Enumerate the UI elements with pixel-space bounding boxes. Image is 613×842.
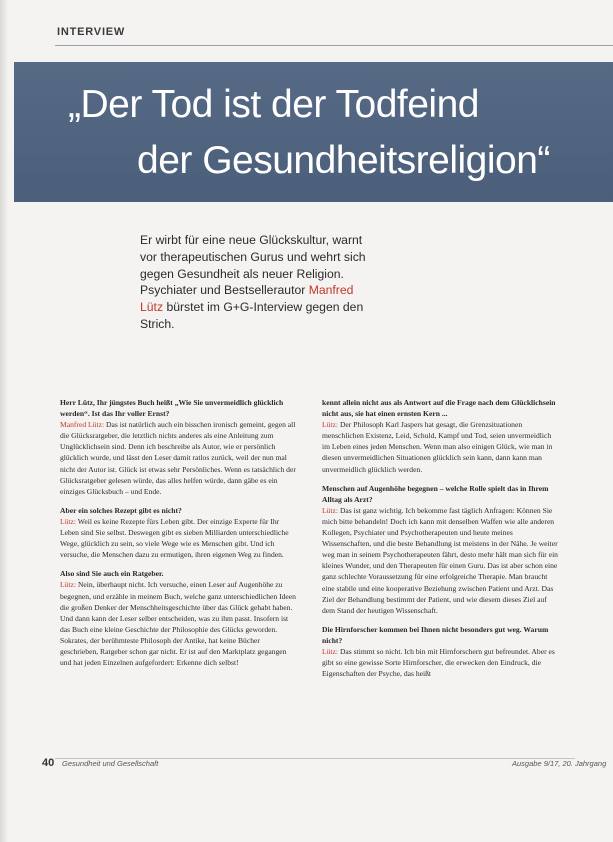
answer-text: Der Philosoph Karl Jaspers hat gesagt, die Grenzsituationen menschlichen Existenz, Leid, Schuld, Kampf und Tod, seien unvermeidlich im Leben eines jeden Menschen. Wenn man also einigen Glück, wie man in diesen unvermeidlichen Situationen glücklich sein kann, dann kann man unvermeidlich glücklich werden. xyxy=(322,420,553,474)
interview-question: kennt allein nicht aus als Antwort auf die Frage nach dem Glücklichsein nicht aus, sie hat einen ernsten Kern ... xyxy=(322,398,556,419)
page-number: 40 xyxy=(42,757,55,769)
footer-issue: Ausgabe 9/17, 20. Jahrgang xyxy=(512,759,607,768)
interview-question: Die Hirnforscher kommen bei Ihnen nicht besonders gut weg. Warum nicht? xyxy=(322,624,549,645)
answer-text: Weil es keine Rezepte fürs Leben gibt. Der einzige Experte für Ihr Leben sind Sie selbst. Deswegen gibt es sieben Milliarden unterschiedliche Wege, glücklich zu sein, so viele Wege wie es Menschen gibt. Und ich versuche, die Menschen dazu zu ermutigen, ihren eigenen Weg zu finden. xyxy=(60,516,289,560)
speaker-name: Lütz: xyxy=(60,516,77,526)
footer-section-name: Gesundheit und Gesellschaft xyxy=(62,759,159,768)
qa-block xyxy=(60,568,296,668)
article-column-left xyxy=(60,397,296,676)
interview-answer xyxy=(322,646,558,679)
answer-text: Das ist natürlich auch ein bisschen ironisch gemeint, gegen all die Glücksratgeber, die letztlich nichts anderes als eine Anleitung zum Unglücklichsein sind. Denn ich beschreibe als Autor, wie er persönlich glücklich wurde, und lässt den Leser damit ratlos zurück, weil der nun mal nicht der Autor ist. Glück ist etwas sehr Persönliches. Wenn es tatsächlich der Glücksratgeber gelesen würde, das alles helfen würde, dann gäbe es ein einziges Glücksbuch – und Ende. xyxy=(60,420,296,496)
interview-answer xyxy=(60,579,296,668)
section-label: INTERVIEW xyxy=(57,26,126,38)
interview-question: Also sind Sie auch ein Ratgeber. xyxy=(60,569,164,579)
intro-teaser xyxy=(140,232,370,333)
interview-answer xyxy=(60,516,296,560)
qa-block xyxy=(60,397,296,497)
interview-answer xyxy=(322,505,558,616)
intro-text: Er wirbt für eine neue Glückskultur, warnt vor therapeutischen Gurus und wehrt sich gegen Gesundheit als neuer Religion. Psychiater und Bestsellerautor xyxy=(140,233,366,298)
page-edge-shadow xyxy=(0,0,8,842)
speaker-name: Lütz: xyxy=(322,646,339,656)
qa-block xyxy=(322,397,558,475)
speaker-name: Lütz: xyxy=(322,505,339,515)
interview-question: Aber ein solches Rezept gibt es nicht? xyxy=(60,505,182,515)
intro-text-end: bürstet im G+G-Interview gegen den Strich. xyxy=(140,300,364,331)
answer-text: Das stimmt so nicht. Ich bin mit Hirnforschern gut befreundet. Aber es gibt so eine gewisse Sorte Hirnforscher, die erwecken den Eindruck, die Eigenschaften der Psyche, das heißt xyxy=(322,646,555,679)
qa-block xyxy=(60,505,296,560)
interview-answer xyxy=(322,419,558,474)
answer-text: Nein, überhaupt nicht. Ich versuche, einen Leser auf Augenhöhe zu begegnen, und erzähle in meinem Buch, welche ganz unterschiedlichen Ideen die großen Denker der Menschheitsgeschichte über das Glück gehabt haben. Und dann kann der Leser selber entscheiden, was zu ihm passt. Insofern ist das Buch eine kleine Geschichte der Philosophie des Glücks geworden. Sokrates, der berühmteste Philosoph der Antike, hat keine Bücher geschrieben, Ratgeber schon gar nicht. Er ist auf den Marktplatz gegangen und hat jeden Einzelnen aufgefordert: Erkenne dich selbst! xyxy=(60,580,296,668)
interview-question: Herr Lütz, Ihr jüngstes Buch heißt „Wie Sie unvermeidlich glücklich werden“. Ist das Ihr voller Ernst? xyxy=(60,398,284,419)
speaker-name: Lütz: xyxy=(60,580,77,590)
speaker-name: Lütz: xyxy=(322,420,339,430)
headline-line-1: „Der Tod ist der Todfeind xyxy=(68,83,479,126)
interview-question: Menschen auf Augenhöhe begegnen – welche Rolle spielt das in Ihrem Alltag als Arzt? xyxy=(322,483,549,504)
interview-answer xyxy=(60,419,296,497)
intro-name-highlight: Manfred Lütz xyxy=(140,283,354,315)
answer-text: Das ist ganz wichtig. Ich bekomme fast täglich Anfragen: Können Sie mich bitte behandeln! Doch ich kann mit denselben Waffen wie alle anderen Kollegen, Psychiater und Psychotherapeuten und heute meines Wissenschaften, und die beste Behandlung ist meistens in der Nähe. Je weiter weg man in seinem Psychotherapeuten fährt, desto mehr hält man sich für ein kleines Wunder, und den Therapeuten für einen Guru. Das ist aber schon eine ganz schlechte Voraussetzung für eine erfolgreiche Therapie. Man braucht eine stabile und eine kooperative Beziehung zwischen Patient und Arzt. Das Ziel der Behandlung bestimmt der Patient, und wie diesem dieses Ziel auf dem Stand der heutigen Wissenschaft. xyxy=(322,505,558,615)
qa-block xyxy=(322,624,558,679)
headline-line-2: der Gesundheitsreligion“ xyxy=(137,139,550,182)
speaker-name: Manfred Lütz: xyxy=(60,420,105,430)
qa-block xyxy=(322,483,558,616)
header-rule xyxy=(55,45,613,46)
article-column-right xyxy=(322,397,558,687)
